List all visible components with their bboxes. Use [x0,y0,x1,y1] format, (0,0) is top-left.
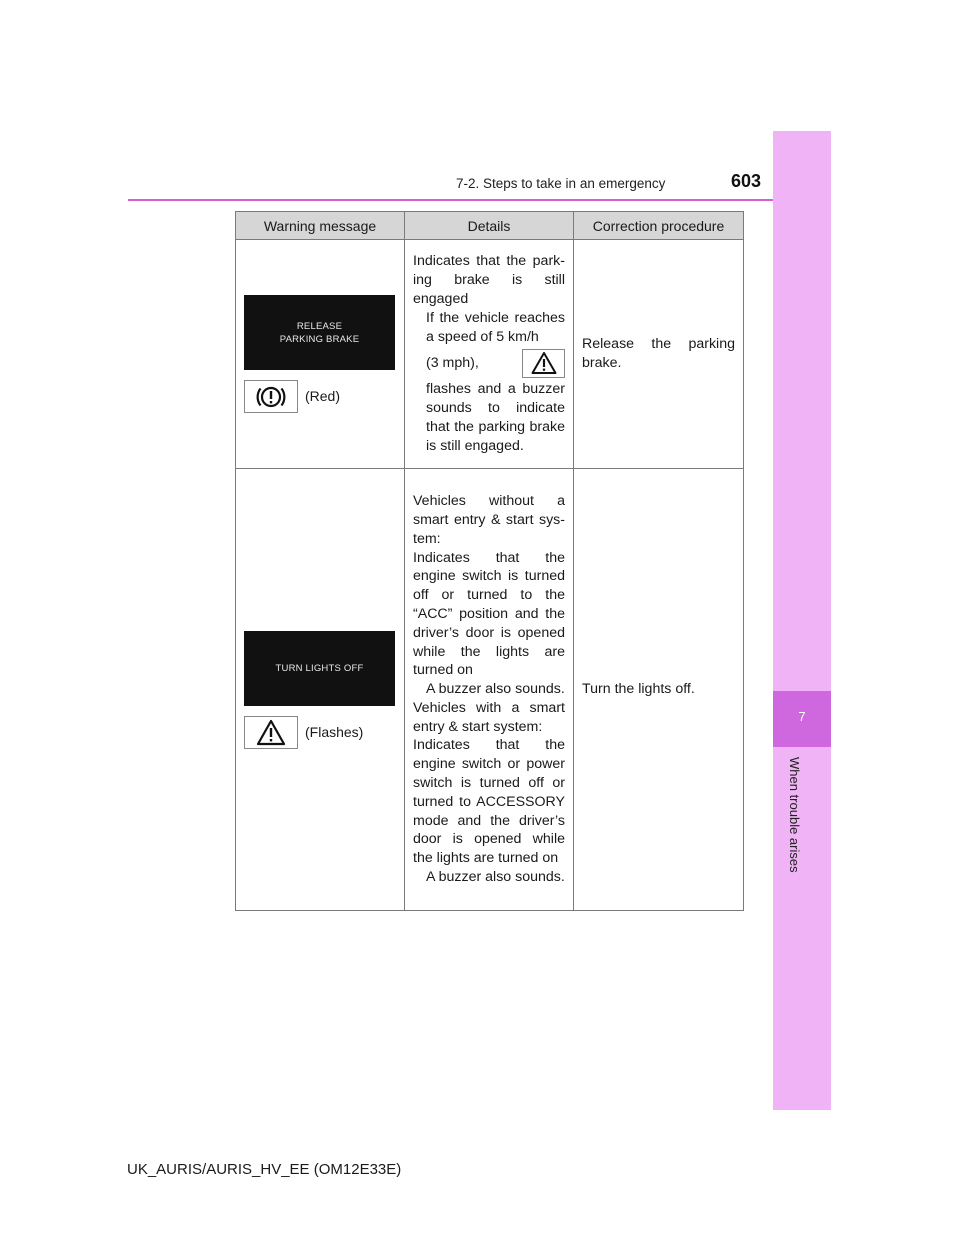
details-text: A buzzer also sounds. [426,681,565,698]
display-message-line: RELEASE [296,320,343,332]
details-text: If the vehicle reaches a speed of 5 km/h [426,309,565,345]
table-header-row [236,212,744,240]
header-rule [128,199,831,201]
indicator-row [244,716,396,749]
details-text: Indicates that the engine switch or power switch is turned off or turned to ACCESSORY mode and the driver’s door is opened while the lights are turned on [413,737,565,867]
display-message-screen [244,295,395,370]
chapter-number: 7 [798,709,806,724]
correction-text: Turn the lights off. [582,681,695,698]
details-text: flashes and a buzzer sounds to indicate that the parking brake is still engaged. [426,381,565,454]
correction-text: Release the parking brake. [582,336,735,371]
section-title: 7-2. Steps to take in an emergency [456,176,666,191]
correction-cell [574,469,744,911]
warning-message-cell [236,240,405,469]
details-text: A buzzer also sounds. [426,869,565,886]
indicator-row [244,380,396,413]
display-message-line: TURN LIGHTS OFF [275,662,364,674]
display-message-line: PARKING BRAKE [279,333,360,345]
manual-code: UK_AURIS/AURIS_HV_EE (OM12E33E) [127,1161,402,1178]
details-inline-row [413,346,565,380]
table-row [236,469,744,911]
indicator-note: (Red) [305,388,341,405]
page-number: 603 [731,171,762,191]
indicator-note: (Flashes) [305,723,364,740]
details-cell [405,469,574,911]
correction-cell [574,240,744,469]
warning-triangle-icon [244,716,298,749]
table-row [236,240,744,469]
chapter-label: When trouble arises [787,757,802,873]
details-text: Vehicles with a smart entry & start system: [413,699,565,735]
warning-message-table [235,211,744,911]
details-cell [405,240,574,469]
warning-message-cell [236,469,405,911]
details-text: Indicates that the park-ing brake is still engaged [413,253,565,307]
brake-warning-icon [244,380,298,413]
warning-triangle-icon [522,349,565,378]
details-text: Vehicles without a smart entry & start sys-tem: [413,493,565,547]
details-text: Indicates that the engine switch is turned off or turned to the “ACC” position and the driver’s door is opened while the lights are turned on [413,549,565,679]
details-text: (3 mph), [426,354,479,371]
side-tab-band [773,131,831,1110]
column-header-details: Details [405,212,574,240]
column-header-correction-procedure: Correction procedure [574,212,744,240]
display-message-screen [244,631,395,706]
column-header-warning-message: Warning message [236,212,405,240]
